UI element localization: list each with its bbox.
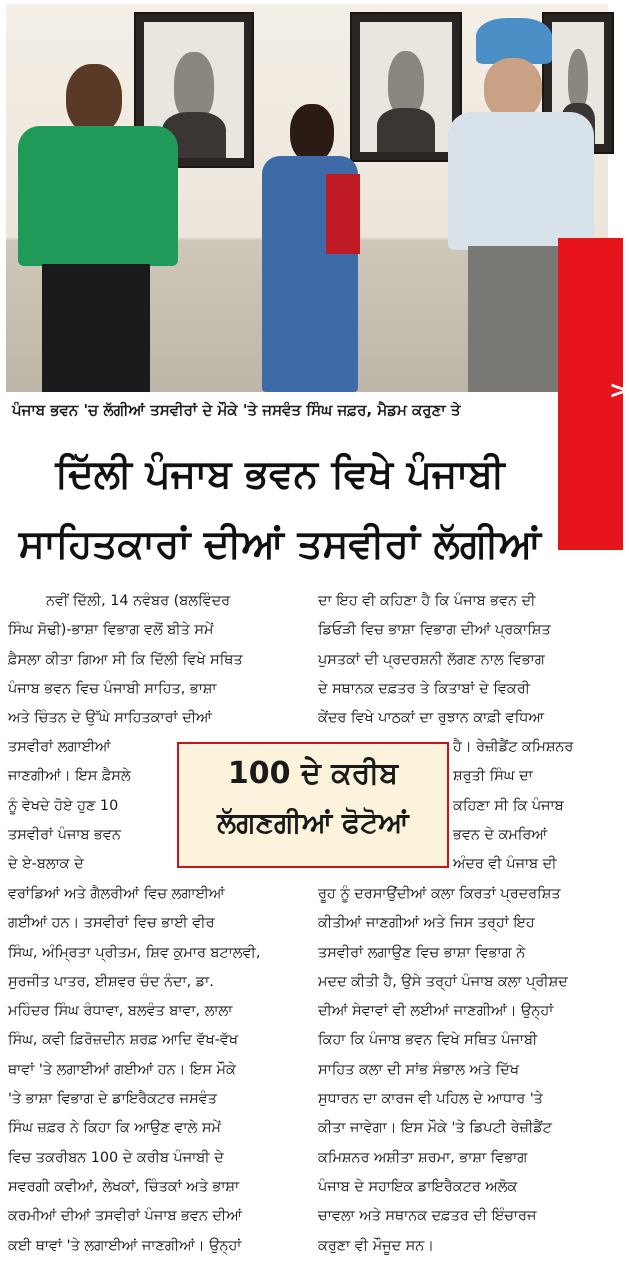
person-left <box>14 64 184 392</box>
text-line: ਸ਼ਰੁਤੀ ਸਿੰਘ ਦਾ <box>453 768 533 785</box>
text-line: ਨਵੀਂ ਦਿੱਲੀ, 14 ਨਵੰਬਰ (ਬਲਵਿੰਦਰ <box>46 593 231 609</box>
chevron-right-icon[interactable]: > <box>609 376 629 404</box>
text-line: ਗਈਆਂ ਹਨ। ਤਸਵੀਰਾਂ ਵਿਚ ਭਾਈ ਵੀਰ <box>8 915 215 932</box>
text-line: ਕਹਿਣਾ ਸੀ ਕਿ ਪੰਜਾਬ <box>453 797 564 814</box>
text-line: ਤਸਵੀਰਾਂ ਪੰਜਾਬ ਭਵਨ <box>8 826 121 843</box>
person-centre <box>256 104 366 392</box>
headline-line-2: ਸਾਹਿਤਕਾਰਾਂ ਦੀਆਂ ਤਸਵੀਰਾਂ ਲੱਗੀਆਂ <box>18 522 542 567</box>
text-line: ਕਰਮੀਆਂ ਦੀਆਂ ਤਸਵੀਰਾਂ ਪੰਜਾਬ ਭਵਨ ਦੀਆਂ <box>8 1208 242 1225</box>
callout-line-1: 100 ਦੇ ਕਰੀਬ <box>227 756 399 791</box>
left-column-bottom <box>8 880 308 1261</box>
text-line: ਪੰਜਾਬ ਭਵਨ ਵਿਚ ਪੰਜਾਬੀ ਸਾਹਿਤ, ਭਾਸ਼ਾ <box>8 680 217 697</box>
text-line: ਸੁਧਾਰਨ ਦਾ ਕਾਰਜ ਵੀ ਪਹਿਲ ਦੇ ਆਧਾਰ 'ਤੇ <box>318 1091 543 1108</box>
text-line: ਨੂੰ ਵੇਖਦੇ ਹੋਏ ਹੁਣ 10 <box>8 797 119 814</box>
left-column-narrow <box>8 733 168 879</box>
text-line: ਕਿਹਾ ਕਿ ਪੰਜਾਬ ਭਵਨ ਵਿਖੇ ਸਥਿਤ ਪੰਜਾਬੀ <box>318 1032 538 1049</box>
callout-box <box>177 742 449 868</box>
photo-caption: ਪੰਜਾਬ ਭਵਨ 'ਚ ਲੱਗੀਆਂ ਤਸਵੀਰਾਂ ਦੇ ਮੌਕੇ 'ਤੇ ਜਸਵੰਤ ਸਿੰਘ ਜਫ਼ਰ, ਮੈਡਮ ਕਰੁਣਾ ਤੇ <box>12 401 461 419</box>
text-line: ਵਰਾਂਡਿਆਂ ਅਤੇ ਗੈਲਰੀਆਂ ਵਿਚ ਲਗਾਈਆਂ <box>8 886 225 902</box>
text-line: ਦੇ ਏ-ਬਲਾਕ ਦੇ <box>8 856 84 873</box>
text-line: ਡਿਓੜੀ ਵਿਚ ਭਾਸ਼ਾ ਵਿਭਾਗ ਦੀਆਂ ਪ੍ਰਕਾਸ਼ਿਤ <box>318 622 551 639</box>
text-line: ਦੇ ਸਥਾਨਕ ਦਫ਼ਤਰ ਤੇ ਕਿਤਾਬਾਂ ਦੇ ਵਿਕਰੀ <box>318 680 530 697</box>
text-line: ਥਾਵਾਂ 'ਤੇ ਲਗਾਈਆਂ ਗਈਆਂ ਹਨ। ਇਸ ਮੌਕੇ <box>8 1061 236 1078</box>
text-line: ਸਿੰਘ, ਕਵੀ ਫ਼ਿਰੋਜ਼ਦੀਨ ਸ਼ਰਫ਼ ਆਦਿ ਵੱਖ-ਵੱਖ <box>8 1032 238 1049</box>
text-line: ਦਾ ਇਹ ਵੀ ਕਹਿਣਾ ਹੈ ਕਿ ਪੰਜਾਬ ਭਵਨ ਦੀ <box>318 593 536 609</box>
text-line: ਤਸਵੀਰਾਂ ਲਗਾਈਆਂ <box>8 739 111 755</box>
text-line: ਹੈ। ਰੇਜ਼ੀਡੈਂਟ ਕਮਿਸ਼ਨਰ <box>453 739 574 755</box>
left-column-top <box>8 587 308 733</box>
text-line: 'ਤੇ ਭਾਸ਼ਾ ਵਿਭਾਗ ਦੇ ਡਾਇਰੈਕਟਰ ਜਸਵੰਤ <box>8 1091 217 1108</box>
news-photo <box>6 4 608 392</box>
text-line: ਸਿੰਘ ਜ਼ਫ਼ਰ ਨੇ ਕਿਹਾ ਕਿ ਆਉਣ ਵਾਲੇ ਸਮੇਂ <box>8 1120 221 1137</box>
text-line: ਕਮਿਸ਼ਨਰ ਅਸ਼ੀਤਾ ਸ਼ਰਮਾ, ਭਾਸ਼ਾ ਵਿਭਾਗ <box>318 1149 528 1166</box>
text-line: ਪੁਸਤਕਾਂ ਦੀ ਪ੍ਰਦਰਸ਼ਨੀ ਲੱਗਣ ਨਾਲ ਵਿਭਾਗ <box>318 651 545 668</box>
text-line: ਸਿੰਘ ਸੋਢੀ)-ਭਾਸ਼ਾ ਵਿਭਾਗ ਵਲੋਂ ਬੀਤੇ ਸਮੇਂ <box>8 622 214 639</box>
headline-line-1: ਦਿੱਲੀ ਪੰਜਾਬ ਭਵਨ ਵਿਖੇ ਪੰਜਾਬੀ <box>55 452 505 497</box>
text-line: ਪੰਜਾਬ ਦੇ ਸਹਾਇਕ ਡਾਇਰੈਕਟਰ ਅਲੋਕ <box>318 1178 518 1195</box>
text-line: ਸੁਰਜੀਤ ਪਾਤਰ, ਈਸ਼ਵਰ ਚੰਦ ਨੰਦਾ, ਡਾ. <box>8 973 214 990</box>
text-line: ਤਸਵੀਰਾਂ ਲਗਾਉਣ ਵਿਚ ਭਾਸ਼ਾ ਵਿਭਾਗ ਨੇ <box>318 944 526 961</box>
right-column-narrow <box>453 733 623 879</box>
text-line: ਵਿਚ ਤਕਰੀਬਨ 100 ਦੇ ਕਰੀਬ ਪੰਜਾਬੀ ਦੇ <box>8 1149 224 1166</box>
right-column-bottom <box>318 880 618 1261</box>
text-line: ਅਤੇ ਚਿੰਤਨ ਦੇ ਉੱਘੇ ਸਾਹਿਤਕਾਰਾਂ ਦੀਆਂ <box>8 710 212 727</box>
text-line: ਕਰੁਣਾ ਵੀ ਮੌਜੂਦ ਸਨ। <box>318 1237 434 1254</box>
text-line: ਫ਼ੈਸਲਾ ਕੀਤਾ ਗਿਆ ਸੀ ਕਿ ਦਿੱਲੀ ਵਿਖੇ ਸਥਿਤ <box>8 651 243 668</box>
text-line: ਸਵਰਗੀ ਕਵੀਆਂ, ਲੇਖਕਾਂ, ਚਿੰਤਕਾਂ ਅਤੇ ਭਾਸ਼ਾ <box>8 1178 240 1195</box>
text-line: ਸਿੰਘ, ਅੰਮ੍ਰਿਤਾ ਪ੍ਰੀਤਮ, ਸ਼ਿਵ ਕੁਮਾਰ ਬਟਾਲਵੀ, <box>8 944 261 961</box>
text-line: ਰੂਹ ਨੂੰ ਦਰਸਾਉਂਦੀਆਂ ਕਲਾ ਕਿਰਤਾਂ ਪ੍ਰਦਰਸ਼ਿਤ <box>318 886 561 902</box>
text-line: ਕੀਤੀਆਂ ਜਾਣਗੀਆਂ ਅਤੇ ਜਿਸ ਤਰ੍ਹਾਂ ਇਹ <box>318 915 535 932</box>
text-line: ਭਵਨ ਦੇ ਕਮਰਿਆਂ <box>453 826 548 843</box>
text-line: ਮਹਿੰਦਰ ਸਿੰਘ ਰੰਧਾਵਾ, ਬਲਵੰਤ ਬਾਵਾ, ਲਾਲਾ <box>8 1003 233 1020</box>
text-line: ਕੀਤਾ ਜਾਵੇਗਾ। ਇਸ ਮੌਕੇ 'ਤੇ ਡਿਪਟੀ ਰੇਜ਼ੀਡੈਂਟ <box>318 1120 552 1137</box>
text-line: ਕੇਂਦਰ ਵਿਖੇ ਪਾਠਕਾਂ ਦਾ ਰੁਝਾਨ ਕਾਫ਼ੀ ਵਧਿਆ <box>318 710 545 727</box>
text-line: ਕਈ ਥਾਵਾਂ 'ਤੇ ਲਗਾਈਆਂ ਜਾਣਗੀਆਂ। ਉਨ੍ਹਾਂ <box>8 1237 242 1254</box>
text-line: ਜਾਣਗੀਆਂ। ਇਸ ਫ਼ੈਸਲੇ <box>8 768 131 785</box>
callout-line-2: ਲੱਗਣਗੀਆਂ ਫੋਟੋਆਂ <box>217 806 409 839</box>
text-line: ਅੰਦਰ ਵੀ ਪੰਜਾਬ ਦੀ <box>453 856 557 873</box>
right-column-top <box>318 587 618 733</box>
text-line: ਦੀਆਂ ਸੇਵਾਵਾਂ ਵੀ ਲਈਆਂ ਜਾਣਗੀਆਂ। ਉਨ੍ਹਾਂ <box>318 1003 554 1020</box>
text-line: ਸਾਹਿਤ ਕਲਾ ਦੀ ਸਾਂਭ ਸੰਭਾਲ ਅਤੇ ਦਿੱਖ <box>318 1061 519 1078</box>
text-line: ਮਦਦ ਕੀਤੀ ਹੈ, ਉਸੇ ਤਰ੍ਹਾਂ ਪੰਜਾਬ ਕਲਾ ਪ੍ਰੀਸ਼ਦ <box>318 973 568 990</box>
text-line: ਚਾਵਲਾ ਅਤੇ ਸਥਾਨਕ ਦਫ਼ਤਰ ਦੀ ਇੰਚਾਰਜ <box>318 1208 537 1225</box>
